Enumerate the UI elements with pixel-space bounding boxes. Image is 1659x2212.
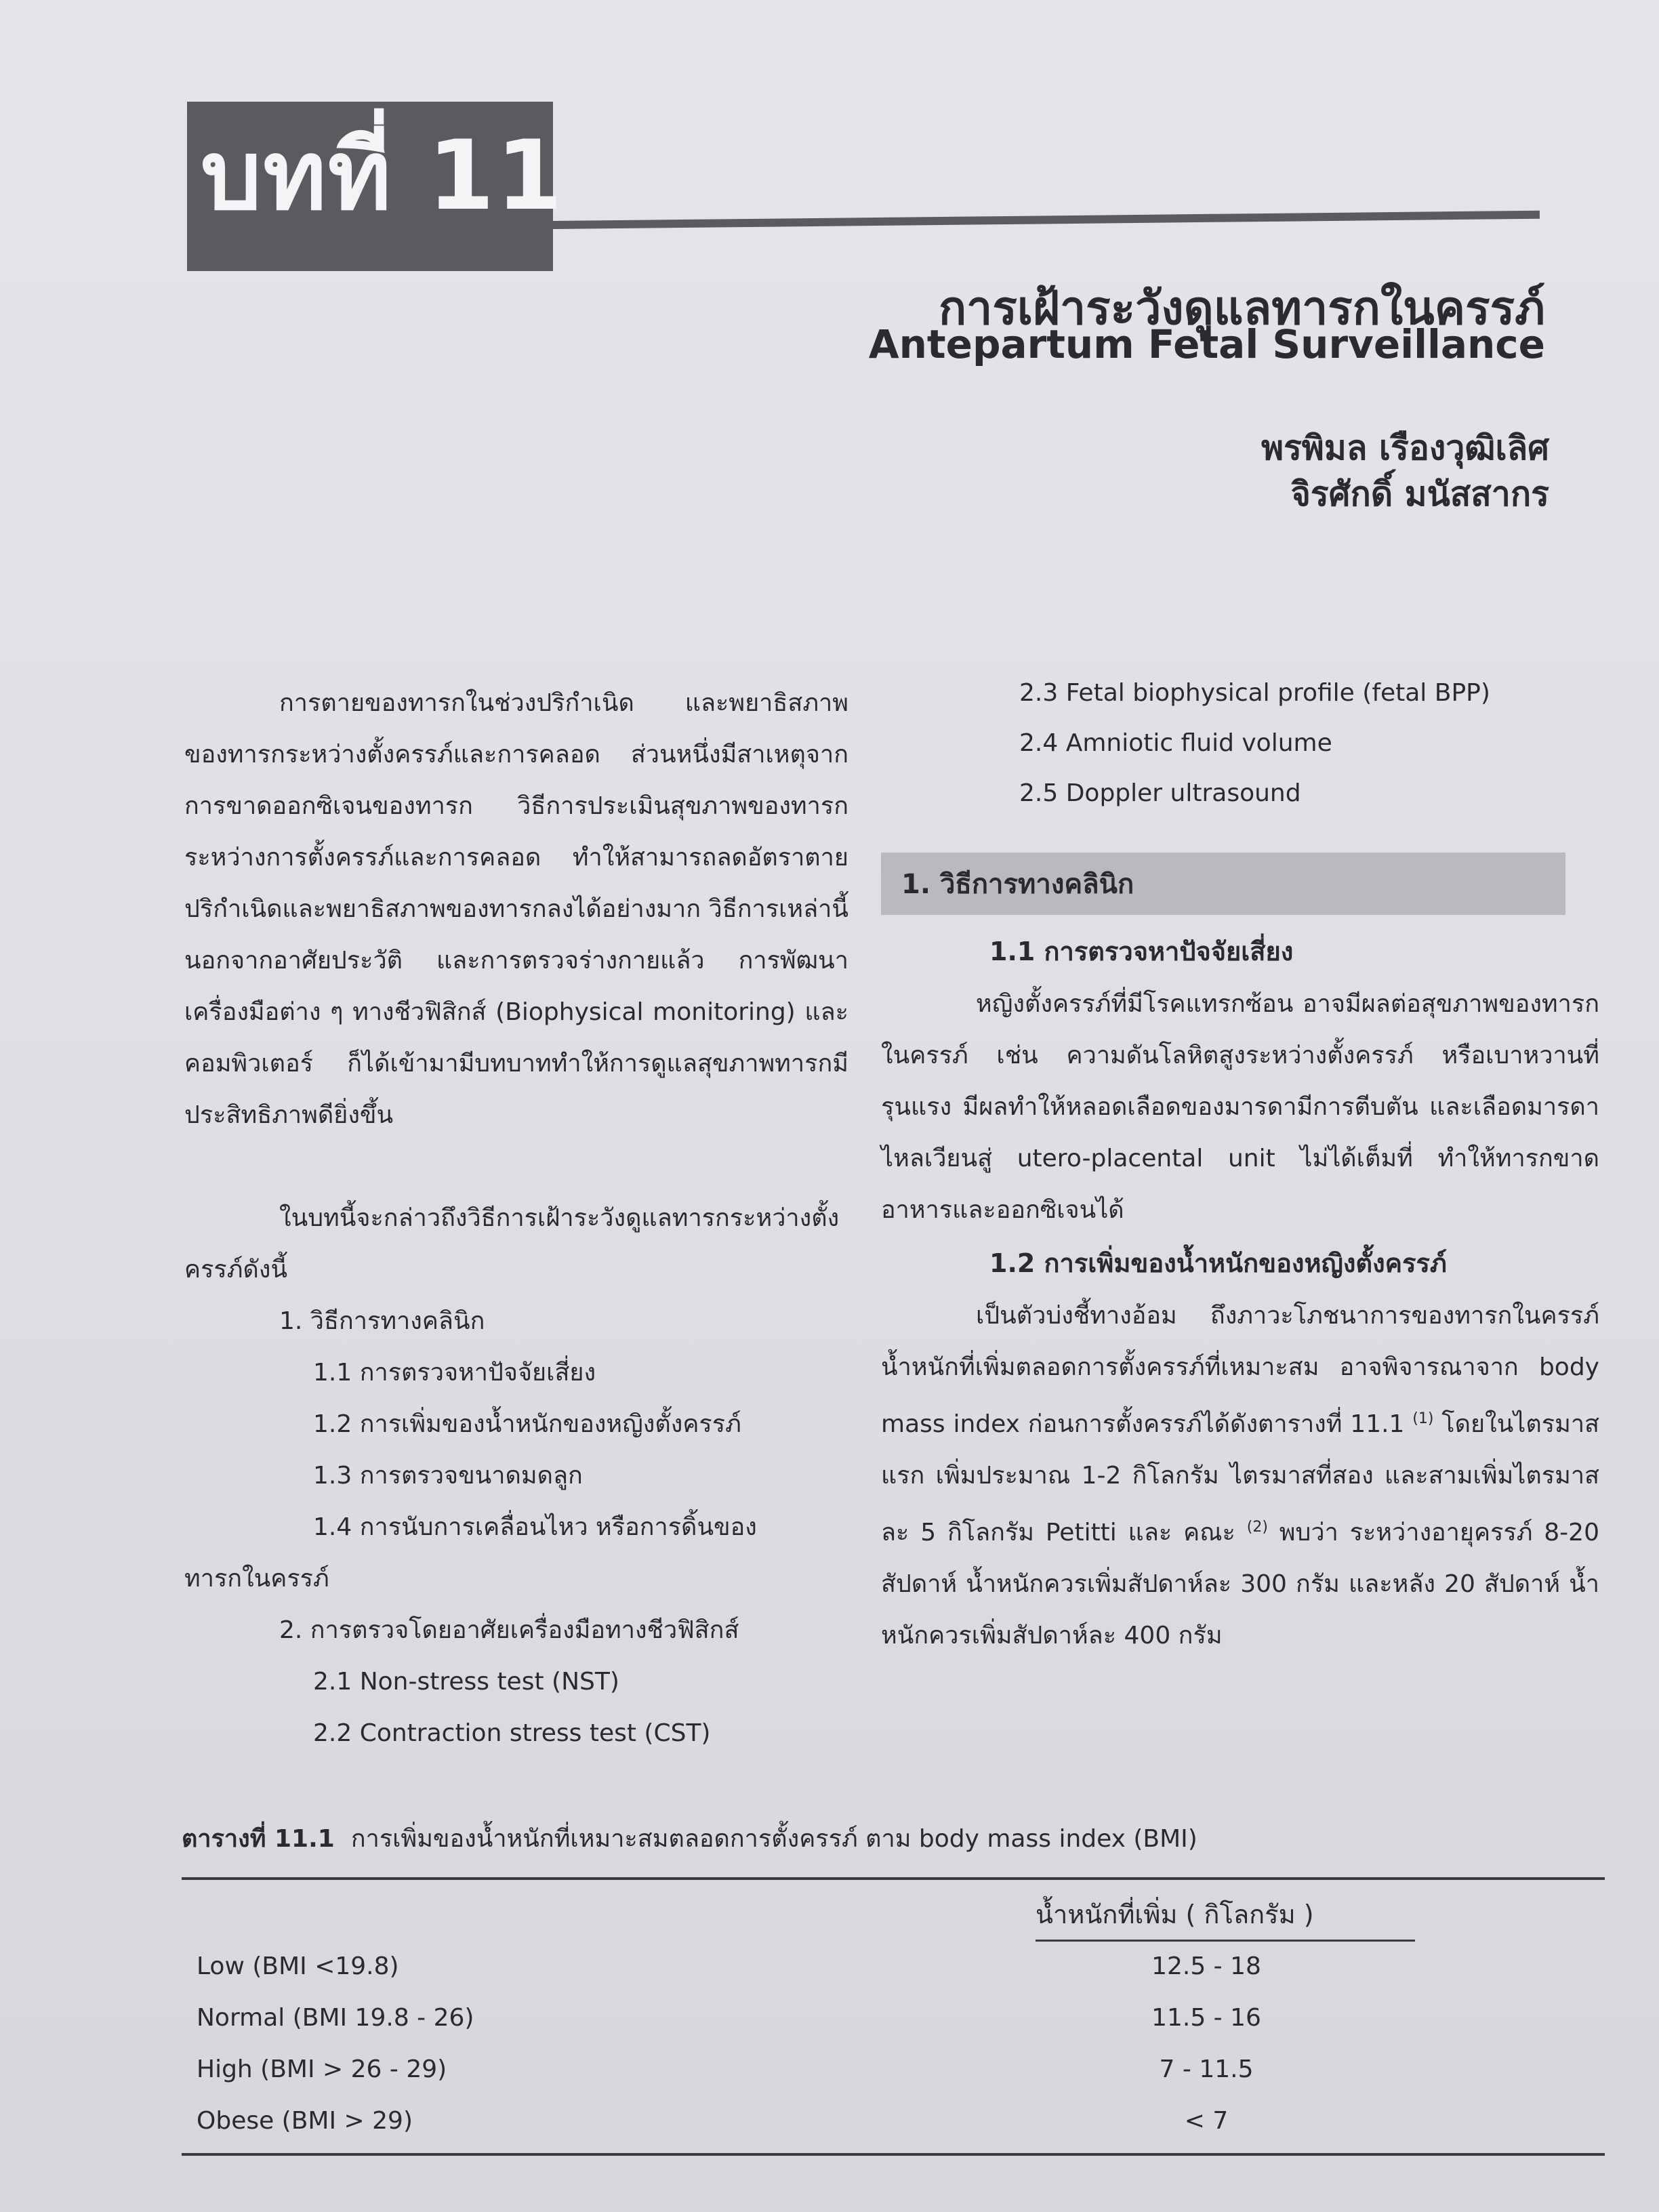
subsection-1-1-text: หญิงตั้งครรภ์ที่มีโรคแทรกซ้อน อาจมีผลต่อสุขภาพของทารกในครรภ์ เช่น ความดันโลหิตสูงระหว่างตั้งครรภ์ หรือเบาหวานที่รุนแรง มีผลทำให้หลอดเลือดของมารดามีการตีบตัน และเลือดมารดาไหลเวียนสู่ utero-placental unit ไม่ได้เต็มที่ ทำให้ทารกขาดอาหารและออกซิเจนได้ — [881, 990, 1599, 1224]
outline-item: 1.4 การนับการเคลื่อนไหว หรือการดิ้นของ — [313, 1513, 757, 1541]
chapter-outline — [184, 1296, 848, 1759]
chapter-title-thai: การเฝ้าระวังดูแลทารกในครรภ์ — [939, 282, 1545, 335]
table-caption — [182, 1819, 1197, 1858]
subsection-heading-1-2: 1.2 การเพิ่มของน้ำหนักของหญิงตั้งครรภ์ — [989, 1248, 1447, 1278]
weight-gain-value: 7 - 11.5 — [1159, 2055, 1254, 2083]
outline-intro: ในบทนี้จะกล่าวถึงวิธีการเฝ้าระวังดูแลทารกระหว่างตั้งครรภ์ดังนี้ — [184, 1204, 840, 1284]
intro-paragraph: การตายของทารกในช่วงปริกำเนิด และพยาธิสภาพของทารกระหว่างตั้งครรภ์และการคลอด ส่วนหนึ่งมีสาเหตุจากการขาดออกซิเจนของทารก วิธีการประเมินสุขภาพของทารกระหว่างการตั้งครรภ์และการคลอด ทำให้สามารถลดอัตราตายปริกำเนิดและพยาธิสภาพของทารกลงได้อย่างมาก วิธีการเหล่านี้ นอกจากอาศัยประวัติ และการตรวจร่างกายแล้ว การพัฒนาเครื่องมือต่าง ๆ ทางชีวฟิสิกส์ (Biophysical monitoring) และคอมพิวเตอร์ ก็ได้เข้ามามีบทบาททำให้การดูแลสุขภาพทารกมีประสิทธิภาพดียิ่งขึ้น — [184, 689, 848, 1129]
outline-item: ทารกในครรภ์ — [184, 1565, 329, 1593]
table-bottom-rule — [182, 2153, 1605, 2156]
section-heading: 1. วิธีการทางคลินิก — [901, 869, 1134, 900]
table-header-row — [182, 1880, 1605, 1940]
table-caption-label: ตารางที่ 11.1 — [182, 1825, 335, 1853]
left-column — [184, 678, 848, 1759]
chapter-title-english: Antepartum Fetal Surveillance — [868, 321, 1545, 367]
table-row — [182, 1993, 1605, 2045]
outline-item: 2. การตรวจโดยอาศัยเครื่องมือทางชีวฟิสิกส์ — [279, 1616, 739, 1644]
bmi-weight-table — [182, 1877, 1605, 2156]
bmi-category: High (BMI > 26 - 29) — [197, 2055, 447, 2083]
outline-item: 2.4 Amniotic fluid volume — [1019, 729, 1332, 757]
subsection-heading-1-1: 1.1 การตรวจหาปัจจัยเสี่ยง — [989, 937, 1294, 966]
table-row — [182, 1942, 1605, 1993]
outline-item: 1.2 การเพิ่มของน้ำหนักของหญิงตั้งครรภ์ — [313, 1410, 741, 1438]
author-1: พรพิมล เรืองวุฒิเลิศ — [1261, 428, 1549, 468]
outline-item: 2.1 Non-stress test (NST) — [313, 1668, 619, 1696]
outline-item: 2.2 Contraction stress test (CST) — [313, 1719, 711, 1747]
outline-item: 1. วิธีการทางคลินิก — [279, 1307, 485, 1335]
citation-1: (1) — [1412, 1410, 1434, 1427]
table-row — [182, 2096, 1605, 2148]
outline-item: 2.5 Doppler ultrasound — [1019, 779, 1301, 807]
chapter-label: บทที่ 11 — [201, 120, 565, 232]
citation-2: (2) — [1246, 1519, 1268, 1536]
author-2: จิรศักดิ์ มนัสสากร — [1290, 474, 1549, 514]
right-column — [881, 668, 1599, 1662]
weight-gain-value: < 7 — [1184, 2107, 1229, 2135]
chapter-divider-rule — [553, 211, 1540, 229]
outline-item: 1.3 การตรวจขนาดมดลูก — [313, 1462, 583, 1490]
table-caption-text: การเพิ่มของน้ำหนักที่เหมาะสมตลอดการตั้งครรภ์ ตาม body mass index (BMI) — [350, 1825, 1197, 1853]
bmi-category: Normal (BMI 19.8 - 26) — [197, 2004, 474, 2032]
bmi-category: Low (BMI <19.8) — [197, 1952, 399, 1980]
section-heading-bar — [881, 853, 1565, 915]
weight-gain-value: 12.5 - 18 — [1151, 1952, 1261, 1980]
outline-item: 2.3 Fetal biophysical profile (fetal BPP) — [1019, 679, 1490, 707]
table-row — [182, 2045, 1605, 2096]
weight-gain-value: 11.5 - 16 — [1151, 2004, 1261, 2032]
column-header: น้ำหนักที่เพิ่ม ( กิโลกรัม ) — [1036, 1900, 1314, 1929]
subsection-1-2-text: เป็นตัวบ่งชี้ทางอ้อม ถึงภาวะโภชนาการของทารกในครรภ์ น้ำหนักที่เพิ่มตลอดการตั้งครรภ์ที่เหมาะสม อาจพิจารณาจาก body mass index ก่อนการตั้งครรภ์ได้ดังตารางที่ 11.1 $^{(1)}$ โดยในไตรมาสแรก เพิ่มประมาณ 1-2 กิโลกรัม ไตรมาสที่สอง และสามเพิ่มไตรมาสละ 5 กิโลกรัม Petitti และ คณะ $^{(2)}$ พบว่า ระหว่างอายุครรภ์ 8-20 สัปดาห์ น้ำหนักควรเพิ่มสัปดาห์ละ 300 กรัม และหลัง 20 สัปดาห์ น้ำหนักควรเพิ่มสัปดาห์ละ 400 กรัม — [881, 1302, 1600, 1650]
bmi-category: Obese (BMI > 29) — [197, 2107, 413, 2135]
outline-item: 1.1 การตรวจหาปัจจัยเสี่ยง — [313, 1359, 596, 1387]
